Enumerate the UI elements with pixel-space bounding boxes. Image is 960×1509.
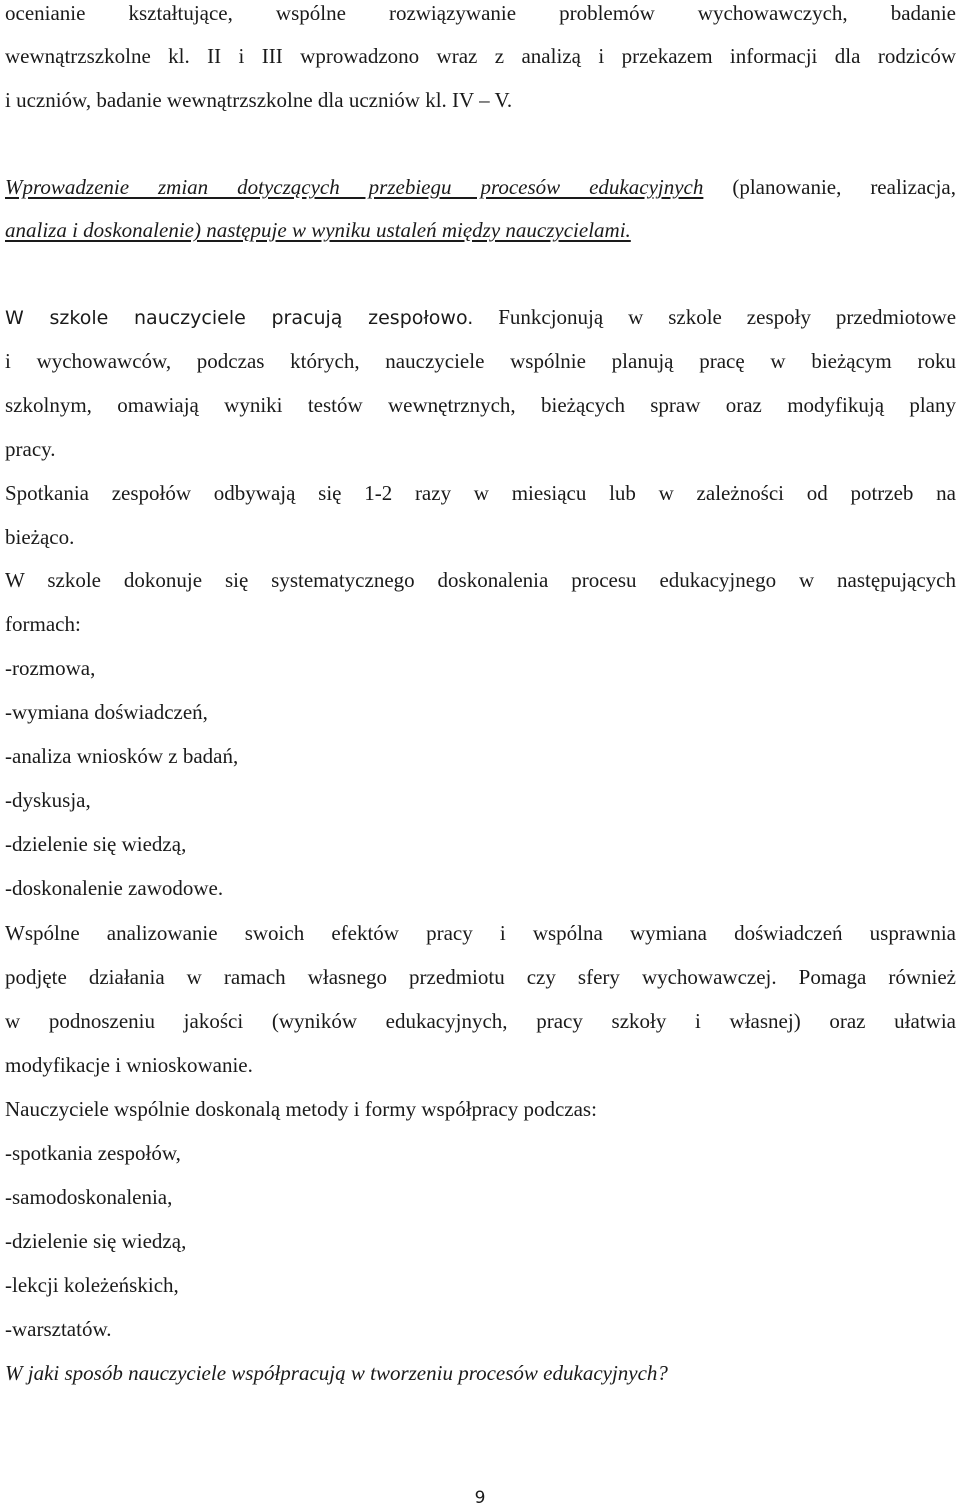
paragraph-line: wewnątrzszkolne kl. II i III wprowadzono wraz z analizą i przekazem informacji dla rodziców [5, 44, 956, 68]
list-item: -doskonalenie zawodowe. [5, 876, 224, 900]
paragraph-line: Nauczyciele wspólnie doskonalą metody i formy współpracy podczas: [5, 1097, 597, 1121]
list-item: -spotkania zespołów, [5, 1141, 181, 1165]
paragraph-line: i uczniów, badanie wewnątrzszkolne dla uczniów kl. IV – V. [5, 88, 513, 112]
paragraph-line: analiza i doskonalenie) następuje w wyniku ustaleń między nauczycielami. [5, 218, 631, 242]
phrase: W szkole nauczyciele pracują zespołowo. [5, 307, 474, 329]
phrase: Funkcjonują w szkole zespoły przedmiotowe [473, 305, 957, 329]
paragraph-line [5, 304, 956, 331]
paragraph-line: szkolnym, omawiają wyniki testów wewnętrznych, bieżących spraw oraz modyfikują plany [5, 393, 956, 417]
paragraph-line [5, 174, 956, 200]
paragraph-line: bieżąco. [5, 525, 75, 549]
list-item: -lekcji koleżeńskich, [5, 1273, 179, 1297]
question-heading: W jaki sposób nauczyciele współpracują w tworzeniu procesów edukacyjnych? [5, 1361, 668, 1385]
underlined-phrase: Wprowadzenie zmian dotyczących przebiegu procesów edukacyjnych [5, 175, 704, 199]
list-item: -analiza wniosków z badań, [5, 744, 239, 768]
paragraph-line: ocenianie kształtujące, wspólne rozwiązywanie problemów wychowawczych, badanie [5, 1, 956, 25]
paragraph-line: w podnoszeniu jakości (wyników edukacyjnych, pracy szkoły i własnej) oraz ułatwia [5, 1009, 956, 1033]
page-number: 9 [474, 1488, 486, 1508]
paragraph-line: Spotkania zespołów odbywają się 1-2 razy w miesiącu lub w zależności od potrzeb na [5, 481, 956, 505]
list-item: -rozmowa, [5, 656, 96, 680]
paragraph-line: podjęte działania w ramach własnego przedmiotu czy sfery wychowawczej. Pomaga również [5, 965, 956, 989]
list-item: -dyskusja, [5, 788, 91, 812]
phrase: (planowanie, realizacja, [703, 175, 956, 199]
list-item: -wymiana doświadczeń, [5, 700, 208, 724]
paragraph-line: W szkole dokonuje się systematycznego doskonalenia procesu edukacyjnego w następujących [5, 568, 956, 592]
paragraph-line: Wspólne analizowanie swoich efektów pracy i wspólna wymiana doświadczeń usprawnia [5, 921, 956, 945]
list-item: -warsztatów. [5, 1317, 112, 1341]
list-item: -dzielenie się wiedzą, [5, 832, 187, 856]
paragraph-line: modyfikacje i wnioskowanie. [5, 1053, 253, 1077]
paragraph-line: pracy. [5, 437, 56, 461]
list-item: -samodoskonalenia, [5, 1185, 173, 1209]
list-item: -dzielenie się wiedzą, [5, 1229, 187, 1253]
paragraph-line: i wychowawców, podczas których, nauczyciele wspólnie planują pracę w bieżącym roku [5, 349, 956, 373]
paragraph-line: formach: [5, 612, 81, 636]
